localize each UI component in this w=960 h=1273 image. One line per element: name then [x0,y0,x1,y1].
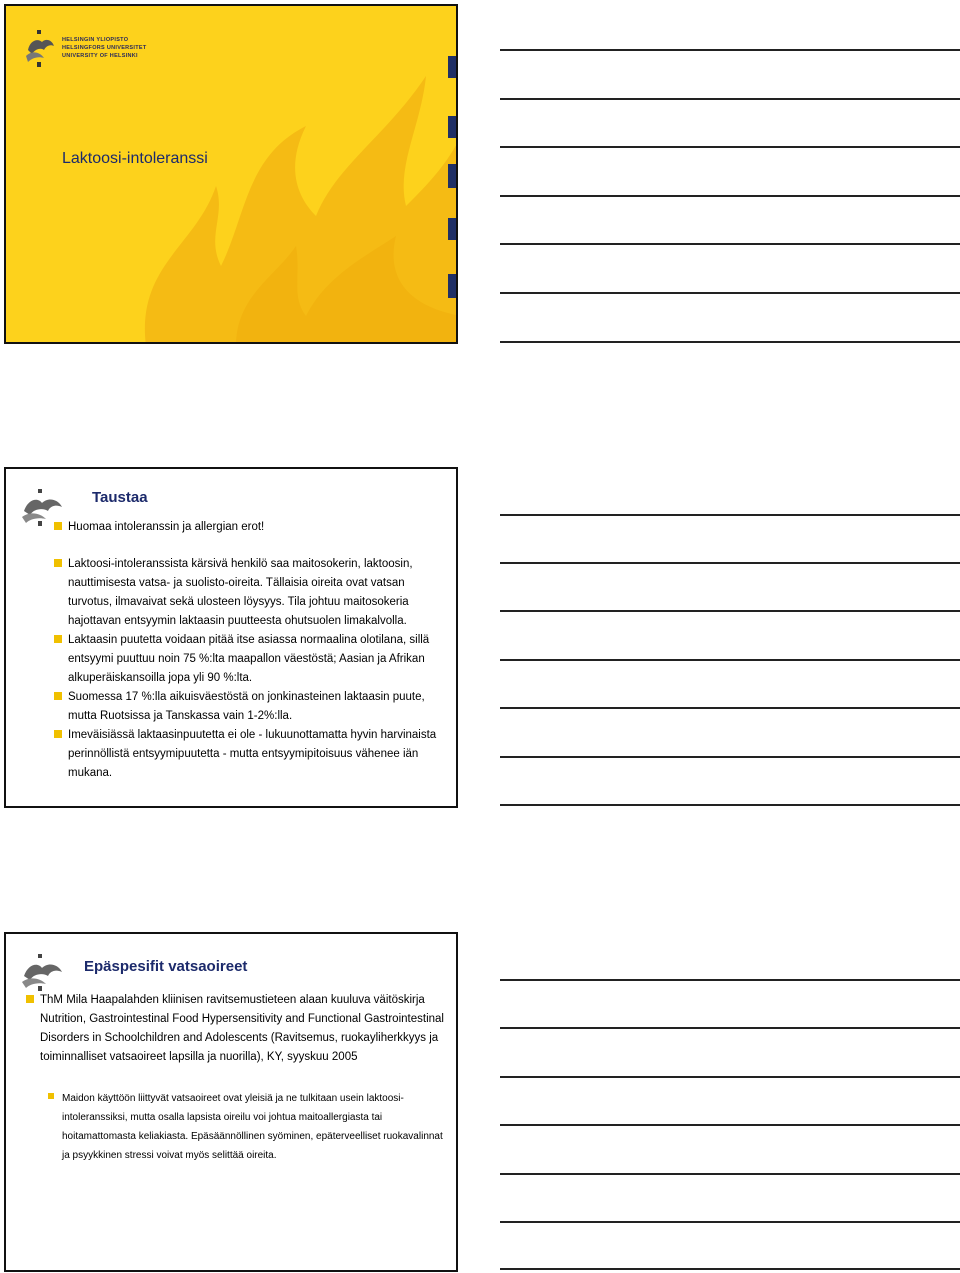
note-line [500,562,960,564]
bullet-text: Laktaasin puutetta voidaan pitää itse asiassa normaalina olotilana, sillä entsyymi puuttuu noin 75 %:lta maapallon väestöstä; Aasian ja Afrikan alkuperäiskansoilla jopa yli 90 %:lta. [68,634,430,684]
bullet-square-icon [54,692,62,700]
note-line [500,1173,960,1175]
list-item [26,991,446,1067]
university-logo [24,28,147,68]
side-bars [448,6,456,342]
university-name-en: UNIVERSITY OF HELSINKI [62,52,138,59]
list-item [48,1089,444,1165]
note-line [500,98,960,100]
bullet-square-icon [54,730,62,738]
bullet-text: Suomessa 17 %:lla aikuisväestöstä on jonkinasteinen laktaasin puute, mutta Ruotsissa ja Tanskassa vain 1-2%:lla. [68,691,425,722]
side-bar [448,274,456,298]
list-item [54,726,444,783]
university-names [62,37,147,60]
bullet-list [26,991,446,1067]
bullet-square-icon [54,635,62,643]
bullet-list [54,518,444,783]
university-name-sv: HELSINGFORS UNIVERSITET [62,44,147,51]
note-line [500,610,960,612]
list-item [54,631,444,688]
note-line [500,756,960,758]
slide-epaspesifit [4,932,458,1272]
bullet-square-icon [54,522,62,530]
slide-title [4,4,458,344]
note-line [500,1221,960,1223]
note-line [500,1124,960,1126]
flame-decoration [106,16,458,344]
note-line [500,707,960,709]
bullet-text: Huomaa intoleranssin ja allergian erot! [68,521,265,533]
list-item [54,555,444,631]
note-line [500,292,960,294]
university-name-fi: HELSINGIN YLIOPISTO [62,36,129,43]
note-line [500,195,960,197]
list-item [54,688,444,726]
note-line [500,659,960,661]
bullet-square-icon [48,1093,54,1099]
slide-taustaa [4,467,458,808]
note-line [500,1076,960,1078]
note-line [500,804,960,806]
slide-title-text: Laktoosi-intoleranssi [62,150,208,167]
note-line [500,1027,960,1029]
bullet-square-icon [26,995,34,1003]
list-item [54,518,444,537]
note-line [500,146,960,148]
side-bar [448,164,456,188]
slide-title-text: Epäspesifit vatsaoireet [84,958,248,975]
university-seal-icon [20,952,64,992]
note-line [500,514,960,516]
side-bar [448,56,456,78]
bullet-text: ThM Mila Haapalahden kliinisen ravitsemustieteen alaan kuuluva väitöskirja Nutrition, Gastrointestinal Food Hypersensitivity and Functional Gastrointestinal Disorders in Schoolchildren and Adolescents (Ravitsemus, ruokayliherkkyys ja toiminnalliset vatsaoireet lapsilla ja nuorilla), KY, syyskuu 2005 [40,994,444,1063]
bullet-text: Laktoosi-intoleranssista kärsivä henkilö saa maitosokerin, laktoosin, nauttimisesta vatsa- ja suolisto-oireita. Tällaisia oireita ovat vatsan turvotus, ilmavaivat sekä ulosteen löysyys. Tila johtuu maitosokeria hajottavan entsyymin laktaasin puutteesta ohutsuolen limakalvolla. [68,558,413,627]
slide-title-text: Taustaa [92,489,148,506]
note-lines [500,0,960,1273]
note-line [500,243,960,245]
bullet-square-icon [54,559,62,567]
sub-bullet-list [48,1089,444,1165]
side-bar [448,116,456,138]
university-seal-icon [24,28,56,68]
bullet-text: Maidon käyttöön liittyvät vatsaoireet ovat yleisiä ja ne tulkitaan usein laktoosi-intoleranssiksi, mutta osalla lapsista oireilu voi johtua maitoallergiasta tai hoitamattomasta keliakiasta. Epäsäännöllinen syöminen, epäterveelliset ruokavalinnat ja psyykkinen stressi voivat myös selittää oireita. [62,1093,443,1161]
note-line [500,979,960,981]
note-line [500,49,960,51]
side-bar [448,218,456,240]
note-line [500,341,960,343]
note-line [500,1268,960,1270]
bullet-text: Imeväisiässä laktaasinpuutetta ei ole - lukuunottamatta hyvin harvinaista perinnöllistä entsyymipuutetta - mutta entsyymipitoisuus vähenee iän mukana. [68,729,437,779]
